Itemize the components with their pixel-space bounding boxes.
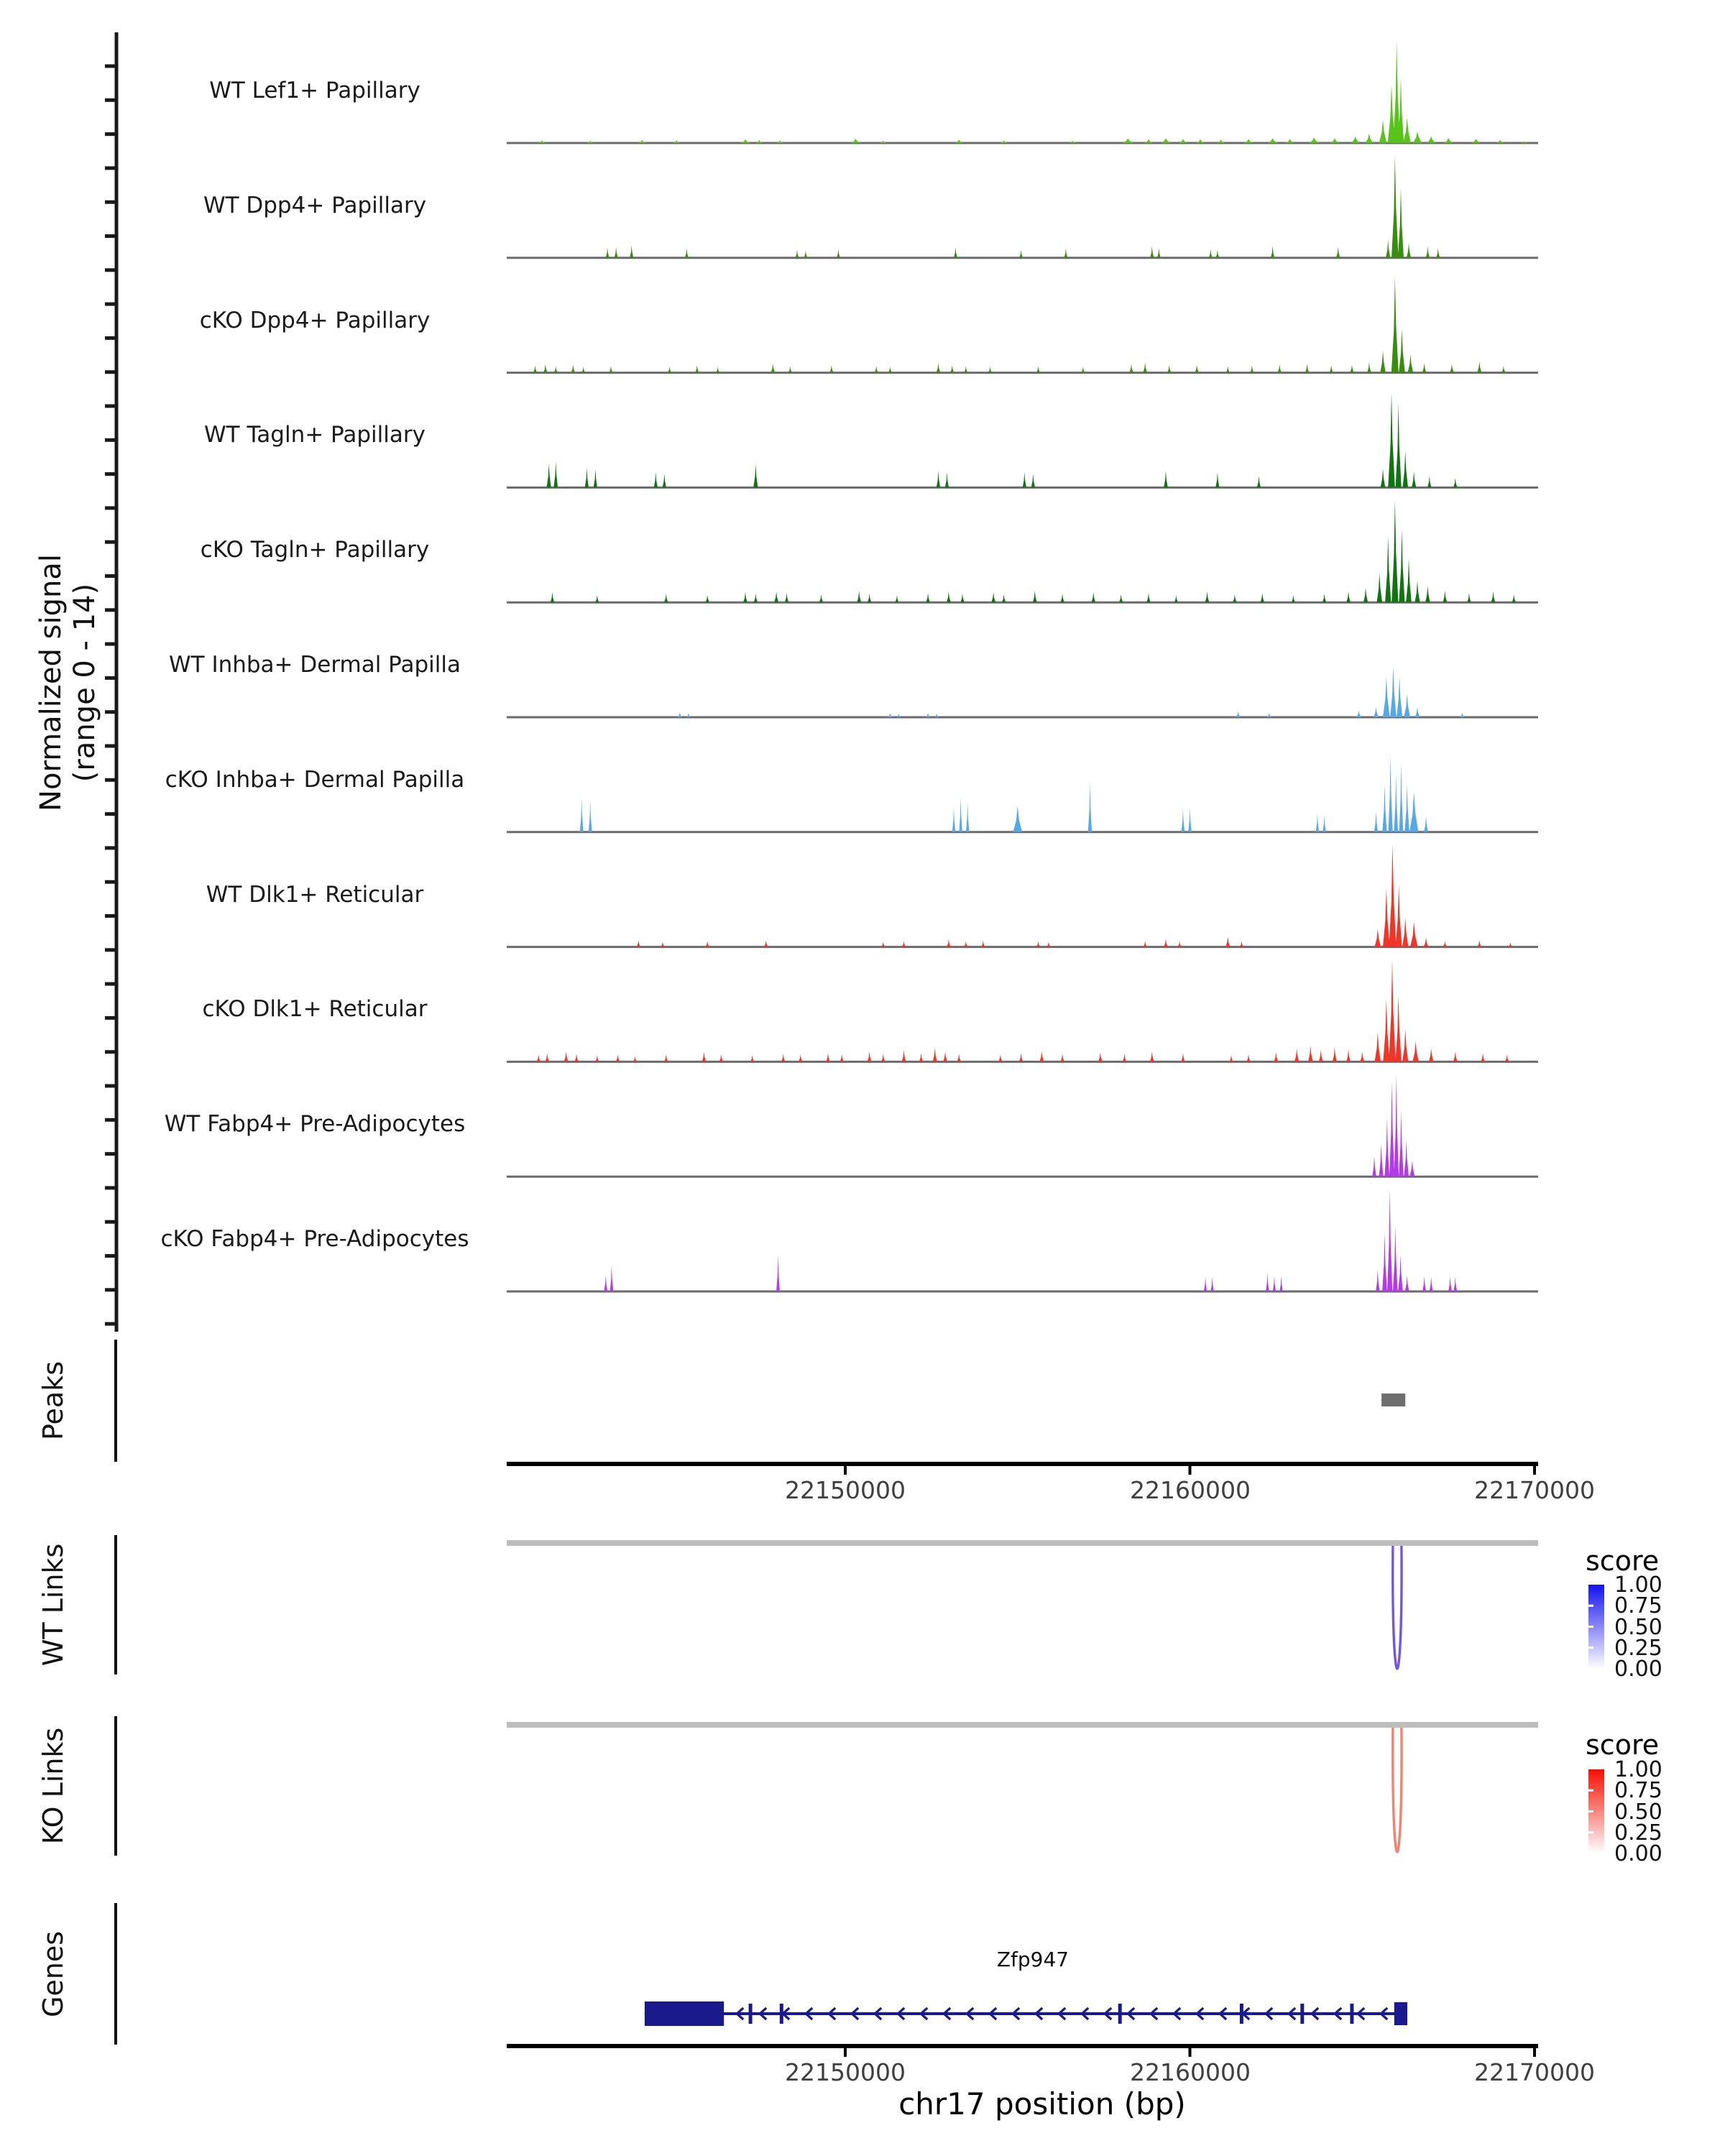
signal-area-wt-inhba-dermal-papilla xyxy=(678,666,1464,717)
wt-score-legend-tick-label: 0.50 xyxy=(1614,1615,1662,1640)
track-label: WT Tagln+ Papillary xyxy=(204,422,426,448)
gene-thin-exon xyxy=(1300,2004,1304,2024)
genes-section-label: Genes xyxy=(37,1930,69,2018)
ko-score-legend-tick-label: 0.50 xyxy=(1614,1800,1662,1825)
signal-area-cko-fabp4-pre-adipocytes xyxy=(604,1189,1457,1291)
top-axis-tick-label: 22160000 xyxy=(1130,1476,1251,1504)
track-label: cKO Fabp4+ Pre-Adipocytes xyxy=(160,1226,469,1252)
peaks-section-label: Peaks xyxy=(37,1360,69,1441)
bottom-axis-tick-label: 22150000 xyxy=(785,2058,906,2086)
top-axis-tick-label: 22170000 xyxy=(1474,1476,1595,1504)
gene-terminal-exon xyxy=(1394,2002,1407,2025)
track-label: WT Dpp4+ Papillary xyxy=(203,193,427,218)
signal-area-cko-dlk1-reticular xyxy=(537,959,1509,1062)
wt-score-legend-tick-label: 0.75 xyxy=(1614,1593,1662,1618)
gene-thin-exon xyxy=(1118,2004,1122,2024)
signal-area-wt-tagln-papillary xyxy=(547,392,1458,488)
gene-name-label: Zfp947 xyxy=(996,1948,1070,1971)
track-label: WT Inhba+ Dermal Papilla xyxy=(169,652,461,678)
signal-area-wt-lef1-papillary xyxy=(538,40,1527,143)
ko-links-section-label: KO Links xyxy=(37,1727,69,1845)
y-axis-label-line1: Normalized signal xyxy=(34,554,68,811)
wt-links-loop xyxy=(1393,1546,1402,1669)
ko-score-legend-tick-label: 0.75 xyxy=(1614,1778,1662,1803)
top-axis-tick-label: 22150000 xyxy=(785,1476,906,1504)
wt-score-legend-tick-label: 1.00 xyxy=(1614,1572,1662,1598)
track-label: cKO Inhba+ Dermal Papilla xyxy=(165,767,465,793)
signal-area-wt-fabp4-pre-adipocytes xyxy=(1372,1074,1414,1176)
peak-region-rect xyxy=(1381,1393,1405,1406)
ko-score-legend-tick-label: 0.25 xyxy=(1614,1820,1662,1846)
y-axis-label-line2: (range 0 - 14) xyxy=(68,583,101,783)
signal-area-cko-dpp4-papillary xyxy=(533,277,1506,373)
gene-thin-exon xyxy=(749,2004,753,2024)
x-axis-title: chr17 position (bp) xyxy=(898,2086,1186,2122)
bottom-axis-tick-label: 22170000 xyxy=(1474,2058,1595,2086)
track-label: cKO Dlk1+ Reticular xyxy=(202,996,428,1022)
track-label: WT Dlk1+ Reticular xyxy=(206,882,424,908)
ko-links-loop xyxy=(1393,1728,1402,1852)
ko-score-legend-tick-label: 0.00 xyxy=(1614,1841,1662,1866)
track-label: WT Lef1+ Papillary xyxy=(209,78,420,103)
wt-score-legend-tick-label: 0.25 xyxy=(1614,1636,1662,1661)
track-label: cKO Dpp4+ Papillary xyxy=(199,308,431,333)
track-label: WT Fabp4+ Pre-Adipocytes xyxy=(164,1111,466,1137)
wt-score-legend-tick-label: 0.00 xyxy=(1614,1657,1662,1682)
signal-area-cko-inhba-dermal-papilla xyxy=(580,755,1428,832)
signal-area-wt-dpp4-papillary xyxy=(606,155,1440,258)
ko-score-legend-title: score xyxy=(1586,1729,1660,1761)
wt-score-legend-title: score xyxy=(1586,1545,1660,1577)
track-label: cKO Tagln+ Papillary xyxy=(200,537,430,563)
signal-area-cko-tagln-papillary xyxy=(551,499,1516,602)
wt-links-section-label: WT Links xyxy=(37,1543,69,1667)
bottom-axis-tick-label: 22160000 xyxy=(1130,2058,1251,2086)
gene-thin-exon xyxy=(1350,2004,1353,2024)
gene-wide-exon xyxy=(645,2001,724,2026)
signal-area-wt-dlk1-reticular xyxy=(637,844,1512,947)
ko-score-legend-tick-label: 1.00 xyxy=(1614,1757,1662,1782)
